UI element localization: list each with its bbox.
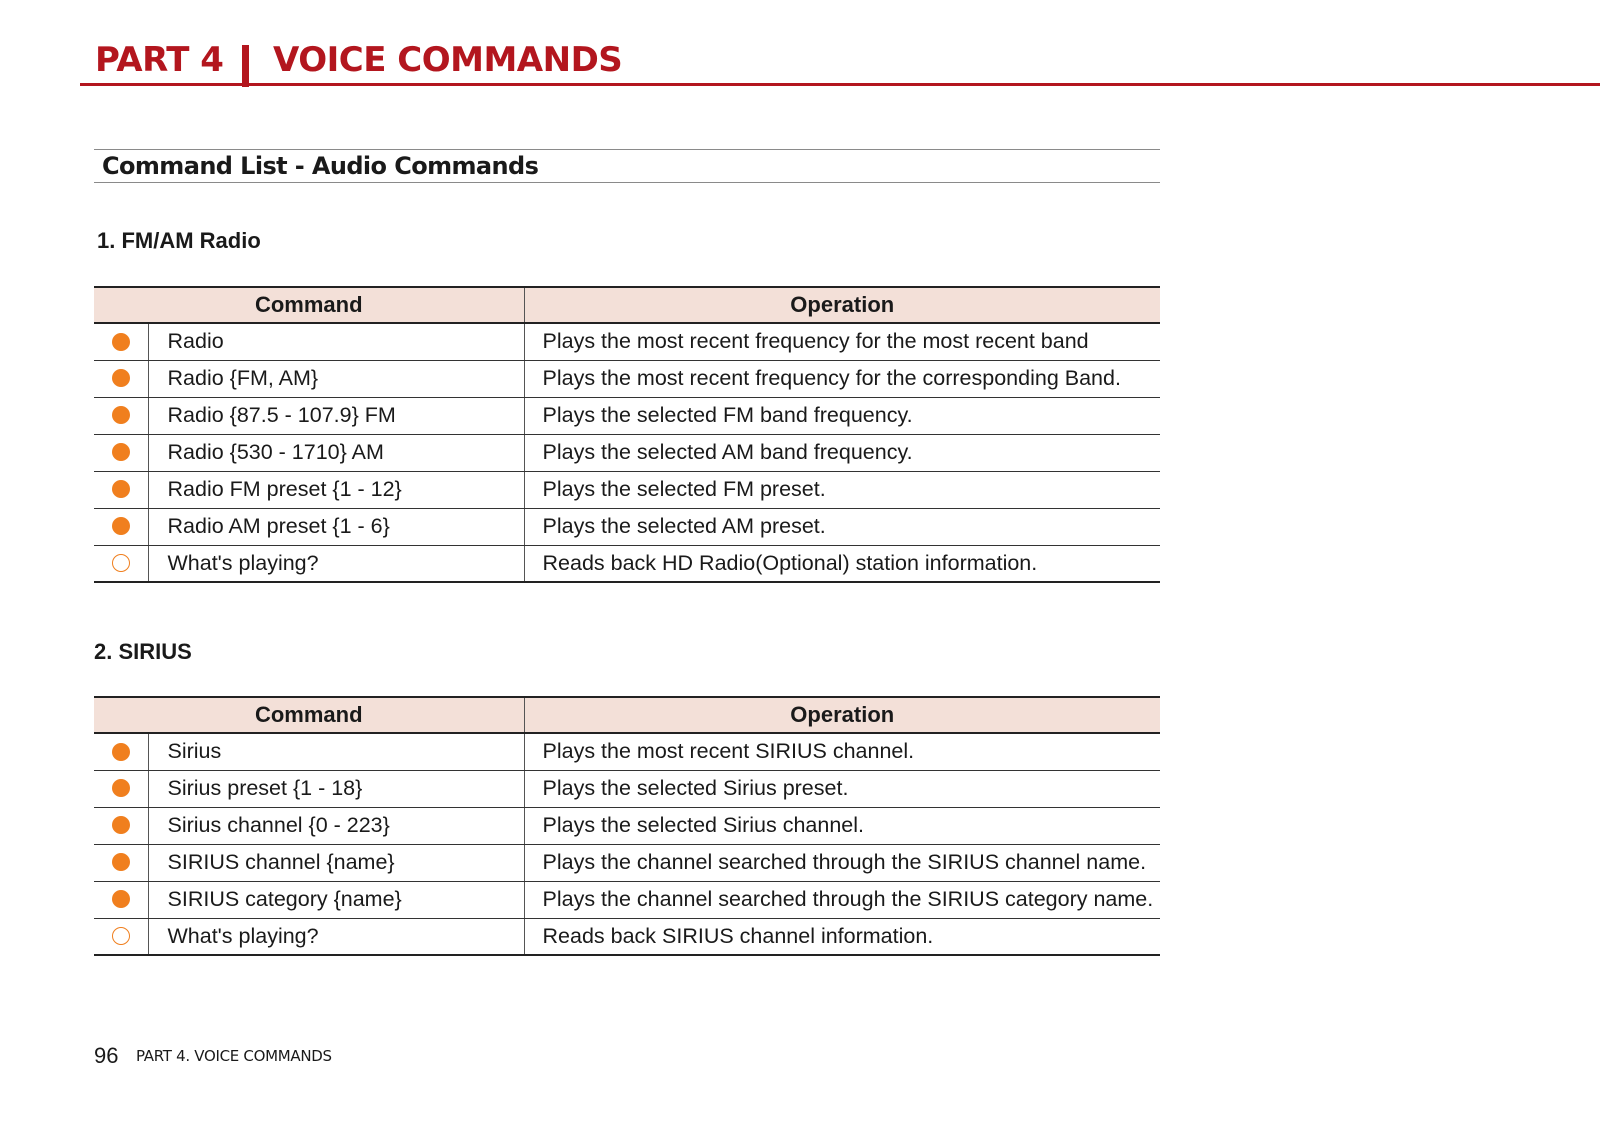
operation-column-header: Operation (524, 697, 1160, 733)
command-cell: Radio {530 - 1710} AM (148, 434, 524, 471)
command-column-header: Command (94, 697, 524, 733)
command-cell: Radio FM preset {1 - 12} (148, 471, 524, 508)
table-row (94, 434, 1160, 471)
operation-cell: Plays the selected FM band frequency. (524, 397, 1160, 434)
filled-circle-bullet-icon (112, 853, 130, 871)
hollow-circle-bullet-icon (112, 554, 130, 572)
command-cell: SIRIUS channel {name} (148, 844, 524, 881)
filled-circle-bullet-icon (112, 443, 130, 461)
fm-am-radio-table (94, 286, 1160, 583)
bullet-cell (94, 471, 148, 508)
bullet-cell (94, 733, 148, 770)
part-label: PART 4 (95, 40, 224, 80)
table-row (94, 471, 1160, 508)
command-cell: Radio AM preset {1 - 6} (148, 508, 524, 545)
filled-circle-bullet-icon (112, 779, 130, 797)
bullet-cell (94, 881, 148, 918)
footer-page-number: 96 (94, 1043, 119, 1068)
operation-cell: Plays the selected Sirius channel. (524, 807, 1160, 844)
operation-cell: Plays the selected AM band frequency. (524, 434, 1160, 471)
operation-cell: Plays the channel searched through the SIRIUS channel name. (524, 844, 1160, 881)
operation-cell: Plays the selected AM preset. (524, 508, 1160, 545)
command-cell: Sirius channel {0 - 223} (148, 807, 524, 844)
filled-circle-bullet-icon (112, 406, 130, 424)
footer-label: PART 4. VOICE COMMANDS (136, 1047, 332, 1065)
table-row (94, 360, 1160, 397)
operation-cell: Reads back SIRIUS channel information. (524, 918, 1160, 955)
table-header-row (94, 697, 1160, 733)
header-rule (80, 83, 1600, 86)
section-title-text: Command List - Audio Commands (102, 152, 539, 180)
bullet-cell (94, 434, 148, 471)
filled-circle-bullet-icon (112, 816, 130, 834)
operation-cell: Plays the most recent frequency for the most recent band (524, 323, 1160, 360)
filled-circle-bullet-icon (112, 480, 130, 498)
table-row (94, 545, 1160, 582)
filled-circle-bullet-icon (112, 369, 130, 387)
bullet-cell (94, 770, 148, 807)
section-title (94, 149, 1160, 183)
command-cell: Radio (148, 323, 524, 360)
filled-circle-bullet-icon (112, 517, 130, 535)
bullet-cell (94, 397, 148, 434)
operation-column-header: Operation (524, 287, 1160, 323)
table-row (94, 508, 1160, 545)
operation-cell: Plays the selected FM preset. (524, 471, 1160, 508)
command-cell: Sirius (148, 733, 524, 770)
bullet-cell (94, 508, 148, 545)
table-row (94, 881, 1160, 918)
command-cell: What's playing? (148, 545, 524, 582)
command-cell: Radio {FM, AM} (148, 360, 524, 397)
table-row (94, 844, 1160, 881)
command-cell: Radio {87.5 - 107.9} FM (148, 397, 524, 434)
table-row (94, 807, 1160, 844)
table-row (94, 770, 1160, 807)
operation-cell: Plays the selected Sirius preset. (524, 770, 1160, 807)
table-body (94, 323, 1160, 582)
filled-circle-bullet-icon (112, 890, 130, 908)
bullet-cell (94, 545, 148, 582)
operation-cell: Plays the most recent SIRIUS channel. (524, 733, 1160, 770)
bullet-cell (94, 323, 148, 360)
bullet-cell (94, 360, 148, 397)
bullet-cell (94, 918, 148, 955)
hollow-circle-bullet-icon (112, 927, 130, 945)
filled-circle-bullet-icon (112, 333, 130, 351)
filled-circle-bullet-icon (112, 743, 130, 761)
command-cell: Sirius preset {1 - 18} (148, 770, 524, 807)
table-row (94, 397, 1160, 434)
operation-cell: Plays the most recent frequency for the corresponding Band. (524, 360, 1160, 397)
operation-cell: Reads back HD Radio(Optional) station information. (524, 545, 1160, 582)
part-title: VOICE COMMANDS (273, 40, 623, 80)
subheading-fm-am-radio: 1. FM/AM Radio (97, 228, 261, 253)
table-header-row (94, 287, 1160, 323)
sirius-table (94, 696, 1160, 956)
table-body (94, 733, 1160, 955)
operation-cell: Plays the channel searched through the SIRIUS category name. (524, 881, 1160, 918)
bullet-cell (94, 844, 148, 881)
bullet-cell (94, 807, 148, 844)
command-cell: What's playing? (148, 918, 524, 955)
command-cell: SIRIUS category {name} (148, 881, 524, 918)
subheading-sirius: 2. SIRIUS (94, 639, 192, 664)
command-column-header: Command (94, 287, 524, 323)
table-row (94, 733, 1160, 770)
part-header (80, 38, 1600, 88)
table-row (94, 918, 1160, 955)
table-row (94, 323, 1160, 360)
part-divider (242, 45, 249, 87)
